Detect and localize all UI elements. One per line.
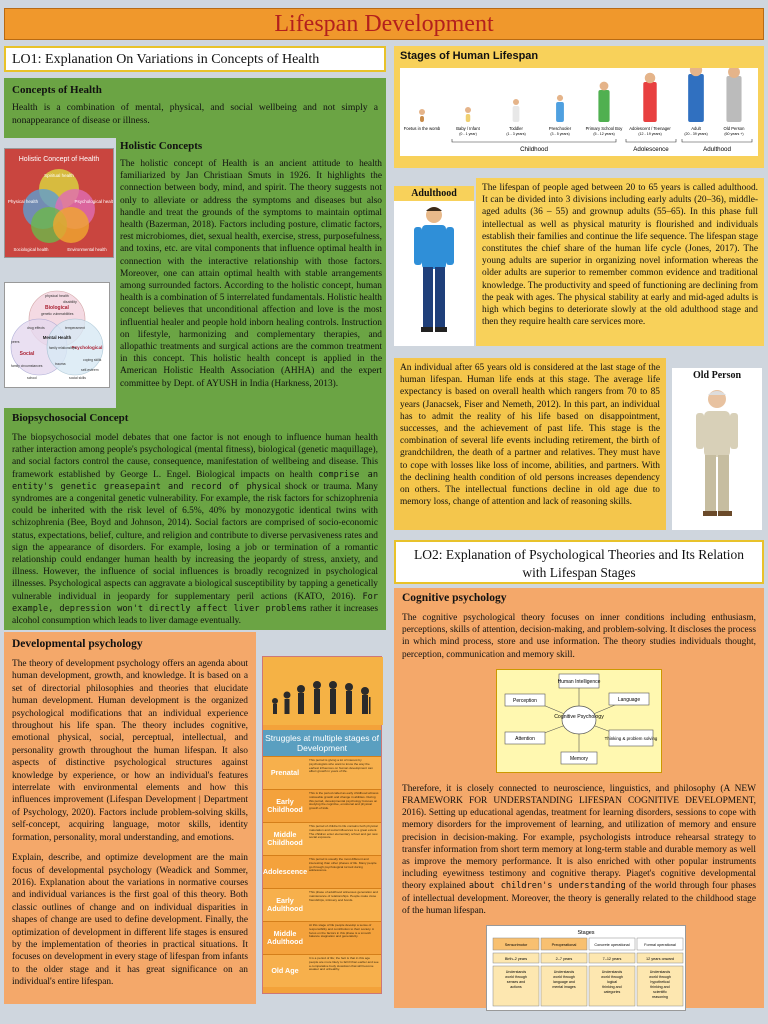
holistic-label-spiritual: Spiritual health — [44, 173, 74, 178]
cognitive-box — [394, 588, 764, 1008]
piaget-desc: reasoning — [652, 995, 668, 1000]
venn-item: trauma — [55, 362, 66, 366]
lifespan-figure — [724, 68, 746, 136]
stage-name: Prenatal — [270, 768, 300, 777]
holistic-box — [116, 138, 386, 408]
cog-node-language: Language — [617, 696, 641, 703]
lifespan-figure-age: (0 - 1 year) — [459, 132, 477, 136]
stage-row — [263, 921, 381, 954]
bio-heading: Biopsychosocial Concept — [12, 412, 129, 424]
stage-desc: It is a period of life; the fact is that in this age people are more likely to fall ill than earlier and see a comparative body slowdown that will become weaker and unhealthy. — [309, 956, 379, 972]
stage-name: Early Adulthood — [267, 896, 303, 913]
lifespan-figure — [404, 109, 441, 131]
lifespan-bracket — [626, 139, 676, 142]
old-text-box — [394, 358, 666, 530]
stage-desc: This period is giving a lot of interest by psychologists who want to know the way the earliest influences on human development can affect growth in years of life. — [309, 758, 373, 774]
piaget-stage-name: Concrete operational — [594, 943, 630, 948]
stages-illustration — [400, 68, 758, 156]
piaget-desc: thinking and — [650, 985, 670, 990]
stage-desc: This period of children's life contains both physical maturation and social influences to a great extent. The children enter elementary school and get new social exposure. — [309, 824, 378, 840]
stage-name: Early Childhood — [267, 797, 303, 814]
piaget-desc: Understands — [649, 970, 671, 975]
piaget-desc: scientific — [653, 990, 667, 995]
stage-row — [263, 822, 381, 855]
stage-row — [263, 855, 381, 888]
cog-node-intelligence: Human Intelligence — [557, 678, 601, 685]
venn-item: genetic vulnerabilities — [41, 312, 74, 316]
piaget-stage-name: Sensorimotor — [504, 943, 528, 948]
cog-node-perception: Perception — [513, 697, 537, 704]
piaget-desc: world through — [553, 975, 575, 980]
stage-list — [263, 756, 381, 987]
venn-item: school — [27, 376, 37, 380]
stages-human-heading: Stages of Human Lifespan — [400, 50, 539, 62]
piaget-desc: Understands — [553, 970, 575, 975]
stage-name: Adolescence — [262, 867, 308, 876]
stage-row — [263, 954, 381, 987]
cog-node-thinking: Thinking & problem solving — [604, 735, 658, 741]
lifespan-figure — [586, 82, 624, 136]
piaget-desc: hypothetical — [650, 980, 670, 985]
concepts-box — [4, 78, 386, 138]
dev-text-2: Explain, describe, and optimize development are the main focus of developmental psychology (Weadick and Sommer, 2016). Explanation about the variations in normative courses and individual variances is the first goal of this theory. Both classic outlines of change and on individual disparities in shapes of change are used to define development. Finally, the optimization of development in different life stages is ensured by the implementation of theories in practical situations. It focuses on development in every stage of lifespan from infants to the older stage and it has great significance on an individual's entire lifespan. — [12, 853, 248, 988]
lifespan-figure-label: Primary School Boy — [585, 126, 623, 131]
piaget-age: Birth–2 years — [504, 957, 528, 962]
dev-heading: Developmental psychology — [12, 638, 143, 650]
holistic-label-physical: Physical health — [7, 199, 39, 204]
old-figure-box — [672, 368, 762, 530]
struggles-title: Struggles at multiple stages of Development — [263, 730, 381, 756]
holistic-label-environmental: Environmental health — [67, 247, 107, 252]
venn-biological: Biological — [45, 305, 69, 311]
lifespan-figure-age: (1 - 3 years) — [506, 132, 526, 136]
stage-desc: At this stage of life people develop a sense of responsibility and contribution to their society. A focus on the factors in this phase is a smooth balance stagnation and generativity. — [309, 923, 374, 939]
holistic-heading: Holistic Concepts — [120, 140, 203, 152]
page-title: Lifespan Development — [274, 11, 494, 37]
piaget-desc: senses and — [506, 980, 526, 985]
lifespan-bracket — [682, 139, 752, 142]
lifespan-figure-label: Old Person — [723, 126, 745, 131]
lifespan-figure — [549, 95, 572, 136]
stage-desc: This is the period called as early childhood witness noticeable growth and change in abilities. During this period, developmental psychology focuses on studying the cognitive, emotional and physical growth of kids. — [309, 791, 379, 811]
stage-row — [263, 888, 381, 921]
venn-psychological: Psychological — [71, 345, 103, 350]
piaget-desc: world through — [601, 975, 623, 980]
piaget-desc: categories — [603, 990, 621, 995]
struggles-infographic — [262, 656, 382, 994]
venn-item: family circumstances — [11, 364, 43, 368]
life-silhouettes — [263, 657, 383, 725]
old-text: An individual after 65 years old is considered at the last stage of the human lifespan. Human life ends at this stage. The average life expectancy is based on overall health which rangers from 70 to 85 years (Janacsek, Fiser and Nemeth, 2012). In this part, an individual has to admit the reality of his life based on disappointment, successes, and the achievement of past life. This stage is the combination of several life events including retirement, the birth of grandchildren, the death of a partner and relatives. They must have to cope with losses like loss of income, abilities, and partners. With the declining health condition of old persons increases dependency on others. The intellectual functions decline in old age due to memory loss, change of attention and lack of reasoning skills. — [400, 363, 660, 508]
piaget-title: Stages — [577, 930, 595, 937]
lifespan-bracket — [452, 139, 616, 142]
holistic-label-sociological: Sociological health — [13, 247, 49, 252]
lo1-heading: LO1: Explanation On Variations in Concepts of Health — [4, 46, 386, 72]
stage-name: Middle Childhood — [267, 830, 303, 847]
piaget-stage-name: Formal operational — [644, 943, 676, 948]
cog-node-memory: Memory — [569, 755, 589, 762]
lifespan-figure — [506, 99, 525, 136]
venn-item: self-esteem — [81, 368, 99, 372]
old-man-figure — [672, 383, 762, 529]
lifespan-figure-age: (12 - 19 years) — [638, 132, 662, 136]
lifespan-bracket-label: Adolescence — [633, 146, 669, 153]
stage-name: Middle Adulthood — [267, 929, 303, 946]
piaget-desc: world through — [505, 975, 527, 980]
lo2-heading: LO2: Explanation of Psychological Theories and Its Relation with Lifespan Stages — [394, 540, 764, 584]
cog-center: Cognitive Psychology — [554, 713, 604, 720]
concepts-text: Health is a combination of mental, physical, and social wellbeing and not simply a nonappearance of disease or illness. — [12, 102, 378, 126]
lifespan-figure-age: (3 - 5 years) — [550, 132, 570, 136]
piaget-desc: world through — [649, 975, 671, 980]
venn-social: Social — [19, 351, 35, 357]
dev-text-1: The theory of development psychology offers an agenda about human development, growth, and knowledge. It is based on a set of directorial philosophies and theories that elucidate human development. Human development is the organized psychological modifications that an individual experience throughout his life span. The theory includes cognitive, emotional physical, social, perceptual, intellectual, and personality growth throughout the human lifespan. It also aspects of distinctive psychological structures against knowledge by experience, or how an individual's features interrelate with environmental elements and how this influences improvement (Lifespan Development | Department of Psychology, 2020). Factors include problem-solving skills, self-concept, acquiring language, motor skills, identity formation, personality, moral understanding, and emotions. — [12, 659, 248, 843]
lifespan-figure — [629, 73, 671, 136]
piaget-stages-diagram — [486, 925, 686, 1011]
lifespan-figure-label: Preschooler — [548, 126, 572, 131]
old-heading: Old Person — [692, 370, 742, 381]
dev-box — [4, 632, 256, 1004]
venn-item: coping skills — [83, 358, 102, 362]
piaget-age: 2–7 years — [555, 957, 573, 962]
stage-name: Old Age — [271, 966, 299, 975]
venn-item: physical health — [45, 294, 69, 298]
piaget-age: 7–12 years — [602, 957, 622, 962]
adult-man-figure — [394, 201, 474, 343]
venn-item: temperament — [65, 326, 85, 330]
stage-row — [263, 756, 381, 789]
lifespan-figure — [684, 68, 707, 136]
lifespan-figure-label: Adult — [691, 126, 701, 131]
piaget-desc: language and — [553, 980, 575, 985]
holistic-diagram — [4, 148, 114, 258]
cog-text-2: Therefore, it is closely connected to neuroscience, linguistics, and philosophy (A NEW FRAMEWORK FOR UNDERSTANDING LIFESPAN COGNITIVE DEVELOPMENT, 2016). Setting up educational agendas, treatment for learning disorders, sessions to cope with memory disorders for the improvement of learning, and utilization of memory and ensure precision in decision-making. For example, psychologists introduce rehearsal strategy to transfer information from short term memory at long-term stable and durable memory as well as improve the memory performance. It is also enriched with other popular instruments including eyewitness testimony and cognitive therapy. Piaget's cognitive developmental theory explained about children's understanding of the world through four phases of intellectual development. Moreover, the theory is generally related to the childhood stage of the human lifespan. — [402, 783, 756, 916]
venn-item: family relationships — [49, 346, 77, 350]
holistic-label-psychological: Psychological health — [74, 199, 113, 204]
adulthood-figure-box — [394, 186, 474, 346]
holistic-text: The holistic concept of Health is an ancient attitude to health familiarized by Jan Christiaan Smuts in 1926. It highlights the connection between body, mind, and spirit. The theory suggests not only to alleviate or address the symptoms and diseases but also handle and treat the grounds of the symptoms to maintain optimal health (Bazerman, 2018). Factors including posture, climatic factors, rest microbiomes, diet, sexual health, exercise, stress, purposefulness, and toxins, etc. are vital components that influence optimal health in connection with the interactive relationship with those factors. Moreover, one can attain optimal health with stable arrangements among surrounded factors. According to the holistic concept, human health is a combination of 5 interrelated fundamentals. Holistic health concept believes that unconditional affection and love is the most influential healer and people hold inborn healing controls. Instruction on lifestyle, harmonizing and complementary therapies, and allopathic treatments and surgical actions are the common treatment in this concept. This holistic health concept is applied in the American Holistic Health Association (AHHA) and the expert committee by Dept. of AYUSH in India (Harkness, 2013). — [120, 159, 382, 389]
holistic-diagram-title: Holistic Concept of Health — [18, 156, 100, 163]
piaget-desc: Understands — [505, 970, 527, 975]
stages-human-box — [394, 46, 764, 168]
piaget-desc: mental images — [552, 985, 576, 990]
stage-row — [263, 789, 381, 822]
venn-item: disability — [63, 300, 77, 304]
concepts-heading: Concepts of Health — [12, 84, 102, 96]
cognitive-diagram — [496, 669, 662, 773]
stage-desc: This period is usually the most different and interesting than other phases of life. Many people go through psychological turmoil during adolescence. — [309, 857, 377, 873]
piaget-desc: logical — [606, 980, 618, 985]
stage-desc: This phase of adulthood witnesses generation and maintenance of relationships. People make close friendships, intimacy and bonds. — [309, 890, 378, 902]
lifespan-figure — [456, 107, 480, 136]
bio-text: The biopsychosocial model debates that one factor is not enough to influence human health rather interaction among people's psychological (mental fitness), biological (genetic maquillage), and social factors control the cause, consequence, manifestation of wellbeing and disease. This framework established by George L. Engel. Biological impacts on health comprise an entity's genetic greasepaint and record of physical shock or trauma. Many syndromes are a congenital genetic vulnerability. For example, the risk factors for schizophrenia could be inherited with the risk level of 6.5%, 40% by monozygotic identical twins with schizophrenia (Bee, Boyd and Johnson, 2014). Social factors are comprised of socio-economic status, expectations, belief, culture, and religion and contribute to diverse pervasiveness rates and sign the appearance of disorders. For example, losing a job or termination of a romantic relationship could endanger human health by increasing the jeopardy of stress, anxiety, and illness. However, the influence of social influences is broadly recognized in psychological illnesses. Psychological aspects can aggravate a biological susceptibility by tapping a genetically vulnerable individual in jeopardy for supplementary peril actions (KATO, 2016). For example, depression won't directly affect liver problems rather it increases alcohol consumption which leads to liver damage eventually. — [12, 433, 379, 627]
lifespan-bracket-label: Adulthood — [703, 146, 731, 153]
lifespan-figure-age: (5 - 12 years) — [593, 132, 615, 136]
biopsychosocial-box — [4, 408, 386, 630]
lifespan-figure-label: Foetus in the womb — [403, 126, 441, 131]
lifespan-figure-age: (60 years +) — [724, 132, 744, 136]
biopsychosocial-venn — [4, 282, 110, 388]
venn-center: Mental Health — [42, 335, 72, 340]
piaget-age: 12 years onward — [645, 957, 675, 962]
adulthood-text-box — [476, 178, 764, 346]
lifespan-figure-label: Toddler — [509, 126, 523, 131]
adulthood-text: The lifespan of people aged between 20 to 65 years is called adulthood. It can be divided into 3 divisions including early adults (20–36), middle-aged adults (36 – 55) and grownup adults (55–65). In this phase full intellectual as well as physical maturity is flourished and individuals establish their families and continue the life sequence. The lifespan stage constitutes the chief share of the human life cycle (Jones, 2017). The young adults are superior in organizing novel information whereas the older adults are superior to remember common evidence and traditional knowledge. The productivity and speed of functioning are declining from the peak with ages. The physical stability at early and mid-aged adults is high which begins to deteriorate slowly at the old adulthood stage and then they require health care services more. — [482, 183, 758, 328]
cog-text-1: The cognitive psychological theory focuses on inner conditions including enthusiasm, perceptions, skills of attention, decision-making, and problem-solving. It discloses the process in which mind process, store and use information. The theory studies individuals thought, perception, communication and memory skill. — [402, 613, 756, 660]
piaget-stage-name: Preoperational — [551, 943, 577, 948]
lifespan-figure-age: (20 - 39 years) — [684, 132, 708, 136]
lifespan-bracket-label: Childhood — [520, 146, 548, 153]
title-bar — [4, 8, 764, 40]
adulthood-heading: Adulthood — [394, 186, 474, 201]
cog-heading: Cognitive psychology — [402, 592, 507, 604]
venn-item: drug effects — [27, 326, 45, 330]
piaget-desc: Understands — [601, 970, 623, 975]
cog-node-attention: Attention — [515, 735, 535, 742]
venn-item: peers — [11, 340, 20, 344]
lifespan-figure-label: Adolescent / Teenager — [629, 126, 671, 131]
venn-item: social skills — [69, 376, 86, 380]
piaget-desc: thinking and — [602, 985, 622, 990]
lifespan-figure-label: Baby / Infant — [456, 126, 480, 131]
piaget-desc: actions — [510, 985, 522, 990]
